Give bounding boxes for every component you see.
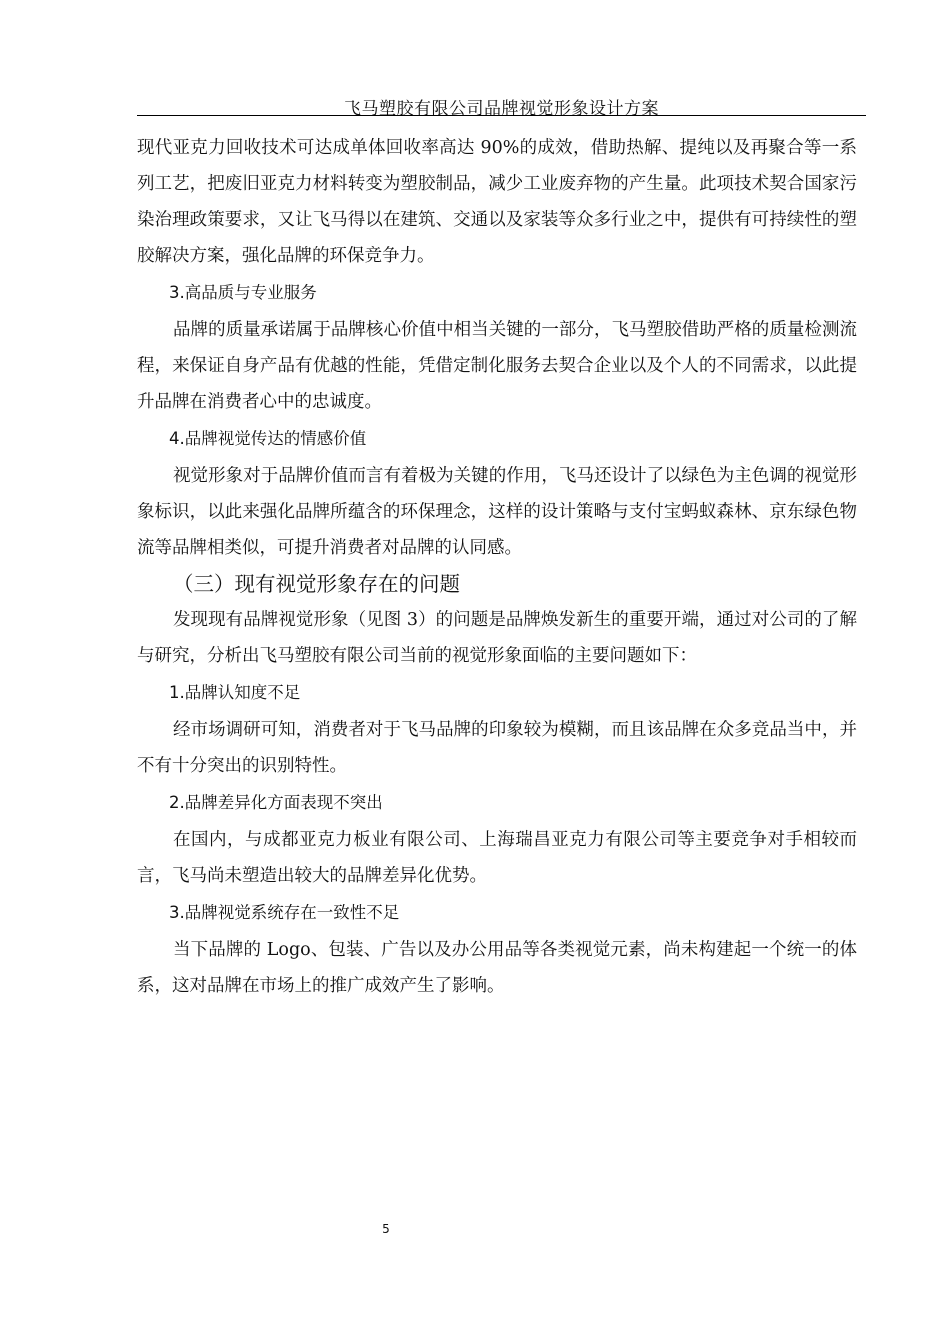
item4-heading: 4.品牌视觉传达的情感价值 <box>169 429 367 448</box>
section-title: （三）现有视觉形象存在的问题 <box>173 572 460 596</box>
header-divider <box>137 115 866 116</box>
problem1-text: 经市场调研可知，消费者对于飞马品牌的印象较为模糊，而且该品牌在众多竞品当中，并不有十分突出的识别特性。 <box>137 720 857 776</box>
problem3-text: 当下品牌的 Logo、包装、广告以及办公用品等各类视觉元素，尚未构建起一个统一的体系，这对品牌在市场上的推广成效产生了影响。 <box>137 940 857 996</box>
problem1-heading: 1.品牌认知度不足 <box>169 683 301 702</box>
item4-text: 视觉形象对于品牌价值而言有着极为关键的作用，飞马还设计了以绿色为主色调的视觉形象标识，以此来强化品牌所蕴含的环保理念，这样的设计策略与支付宝蚂蚁森林、京东绿色物流等品牌相类似，可提升消费者对品牌的认同感。 <box>137 466 857 558</box>
problem2-heading: 2.品牌差异化方面表现不突出 <box>169 793 383 812</box>
document-body <box>137 130 857 1004</box>
item3-text: 品牌的质量承诺属于品牌核心价值中相当关键的一部分，飞马塑胶借助严格的质量检测流程，来保证自身产品有优越的性能，凭借定制化服务去契合企业以及个人的不同需求，以此提升品牌在消费者心中的忠诚度。 <box>137 320 857 412</box>
problem3-heading: 3.品牌视觉系统存在一致性不足 <box>169 903 400 922</box>
intro-paragraph: 现代亚克力回收技术可达成单体回收率高达 90%的成效，借助热解、提纯以及再聚合等一系列工艺，把废旧亚克力材料转变为塑胶制品，减少工业废弃物的产生量。此项技术契合国家污染治理政策要求，又让飞马得以在建筑、交通以及家装等众多行业之中，提供有可持续性的塑胶解决方案，强化品牌的环保竞争力。 <box>137 138 857 266</box>
page-number: 5 <box>382 1222 390 1236</box>
running-header: 飞马塑胶有限公司品牌视觉形象设计方案 <box>344 99 659 119</box>
item3-heading: 3.高品质与专业服务 <box>169 283 317 302</box>
section-intro: 发现现有品牌视觉形象（见图 3）的问题是品牌焕发新生的重要开端，通过对公司的了解与研究，分析出飞马塑胶有限公司当前的视觉形象面临的主要问题如下： <box>137 610 857 666</box>
problem2-text: 在国内，与成都亚克力板业有限公司、上海瑞昌亚克力有限公司等主要竞争对手相较而言，飞马尚未塑造出较大的品牌差异化优势。 <box>137 830 857 886</box>
